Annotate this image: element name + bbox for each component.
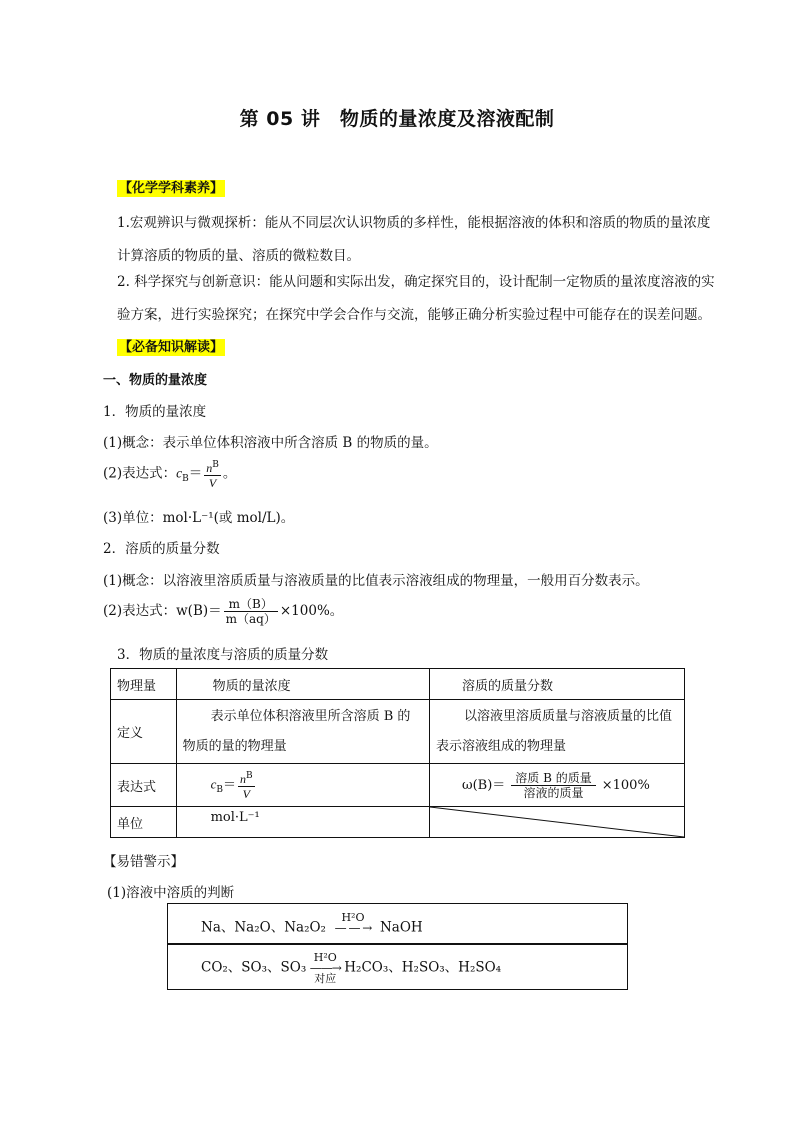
- mass-fraction-concept: (1)概念：以溶液里溶质质量与溶液质量的比值表示溶液组成的物理量，一般用百分数表示。: [103, 573, 649, 589]
- table-mass-fraction-fraction: [511, 771, 595, 800]
- heading-molarity: 一、物质的量浓度: [103, 373, 208, 388]
- table-header-quantity: 物理量: [111, 669, 177, 700]
- section-tag-knowledge: [117, 336, 225, 355]
- table-cell-unit-empty: [429, 807, 684, 838]
- table-mass-fraction-end: ×100%: [601, 777, 650, 793]
- reaction-2: [201, 951, 501, 985]
- reaction-2-arrow-top: H²O: [313, 951, 337, 964]
- table-cell-unit-molarity: mol·L⁻¹: [176, 807, 429, 838]
- mass-fraction-expression: [103, 596, 343, 626]
- table-molarity-denominator: V: [242, 787, 251, 801]
- molarity-expression-end: 。: [222, 465, 237, 482]
- comparison-table: [110, 668, 685, 838]
- section-tag-literacy: [117, 177, 225, 196]
- warning-item-1: (1)溶液中溶质的判断: [107, 885, 235, 901]
- mass-fraction-numerator: m（B）: [224, 597, 278, 612]
- molarity-expression: [103, 458, 236, 494]
- reaction-1-product: NaOH: [379, 919, 423, 936]
- table-cell-unit-label: 单位: [111, 807, 177, 838]
- reaction-2-products: H₂CO₃、H₂SO₃、H₂SO₄: [344, 959, 502, 976]
- diagonal-slash: [430, 807, 684, 837]
- table-cell-expression-mass-fraction: [429, 764, 684, 807]
- subheading-comparison: 3．物质的量浓度与溶质的质量分数: [117, 647, 329, 663]
- table-molarity-sub: B: [216, 785, 224, 796]
- table-header-row: [111, 669, 685, 700]
- table-mass-fraction-denominator: 溶液的质量: [523, 785, 584, 800]
- mass-fraction-expression-label: (2)表达式：: [103, 603, 177, 619]
- table-cell-expression-label: 表达式: [111, 764, 177, 807]
- mass-fraction-lhs: w(B)＝: [176, 603, 222, 619]
- molarity-equals: ＝: [188, 465, 203, 482]
- table-molarity-numerator: n: [240, 772, 247, 786]
- warning-tag: 【易错警示】: [103, 854, 184, 870]
- reaction-2-arrow-bottom: 对应: [314, 972, 337, 985]
- table-cell-expression-molarity: [176, 764, 429, 807]
- molarity-concept: (1)概念：表示单位体积溶液中所含溶质 B 的物质的量。: [103, 435, 438, 451]
- molarity-numerator-sup: B: [212, 460, 219, 470]
- molarity-unit: (3)单位：mol·L⁻¹(或 mol/L)。: [103, 510, 295, 526]
- molarity-symbol-c: c: [176, 465, 183, 481]
- molarity-symbol-sub: B: [182, 474, 189, 485]
- subheading-mass-fraction: 2．溶质的质量分数: [103, 541, 220, 557]
- reaction-1: [201, 911, 423, 945]
- section-tag-knowledge-label: 【必备知识解读】: [119, 340, 224, 355]
- table-cell-definition-mass-fraction: 以溶液里溶质质量与溶液质量的比值表示溶液组成的物理量: [429, 700, 684, 764]
- literacy-paragraph-2: 2. 科学探究与创新意识：能从问题和实际出发，确定探究目的，设计配制一定物质的量浓度溶液的实验方案，进行实验探究；在探究中学会合作与交流，能够正确分析实验过程中可能存在的误差问题。: [117, 274, 715, 323]
- molarity-denominator: V: [208, 476, 217, 490]
- reaction-1-arrow-top: H²O: [341, 911, 365, 924]
- table-mass-fraction-numerator: 溶质 B 的质量: [511, 771, 595, 786]
- reaction-2-reactants: CO₂、SO₃、SO₃: [201, 959, 307, 976]
- table-molarity-fraction: [238, 769, 255, 801]
- table-header-molarity: 物质的量浓度: [176, 669, 429, 700]
- mass-fraction-denominator: m（aq）: [225, 612, 276, 626]
- table-molarity-numerator-sup: B: [246, 771, 253, 781]
- subheading-molarity: 1．物质的量浓度: [103, 404, 207, 420]
- molarity-fraction: [204, 458, 221, 490]
- arrow-icon: — — →: [334, 921, 372, 935]
- table-row-expression: [111, 764, 685, 807]
- table-mass-fraction-lhs: ω(B)＝: [461, 777, 506, 793]
- page-title: 第 05 讲 物质的量浓度及溶液配制: [239, 108, 555, 130]
- reaction-1-reactants: Na、Na₂O、Na₂O₂: [201, 919, 326, 936]
- table-row-unit: [111, 807, 685, 838]
- table-row-definition: [111, 700, 685, 764]
- reaction-box-2: [167, 943, 628, 990]
- reaction-1-arrow: [327, 911, 379, 945]
- table-header-mass-fraction: 溶质的质量分数: [429, 669, 684, 700]
- molarity-expression-label: (2)表达式：: [103, 465, 177, 482]
- section-tag-literacy-label: 【化学学科素养】: [119, 181, 224, 196]
- table-cell-definition-molarity: 表示单位体积溶液里所含溶质 B 的物质的量的物理量: [176, 700, 429, 764]
- literacy-paragraph-1: 1.宏观辨识与微观探析：能从不同层次认识物质的多样性，能根据溶液的体积和溶质的物质的量浓度计算溶质的物质的量、溶质的微粒数目。: [117, 215, 711, 264]
- reaction-box-1: [167, 903, 628, 945]
- mass-fraction-fraction: [224, 597, 278, 626]
- table-cell-definition-label: 定义: [111, 700, 177, 764]
- arrow-icon: ——→: [309, 961, 341, 975]
- table-molarity-equals: ＝: [223, 777, 237, 793]
- reaction-2-arrow: [307, 951, 343, 985]
- table-molarity-symbol: c: [210, 776, 217, 792]
- mass-fraction-expression-end: ×100%。: [279, 603, 344, 619]
- molarity-numerator: n: [206, 461, 213, 475]
